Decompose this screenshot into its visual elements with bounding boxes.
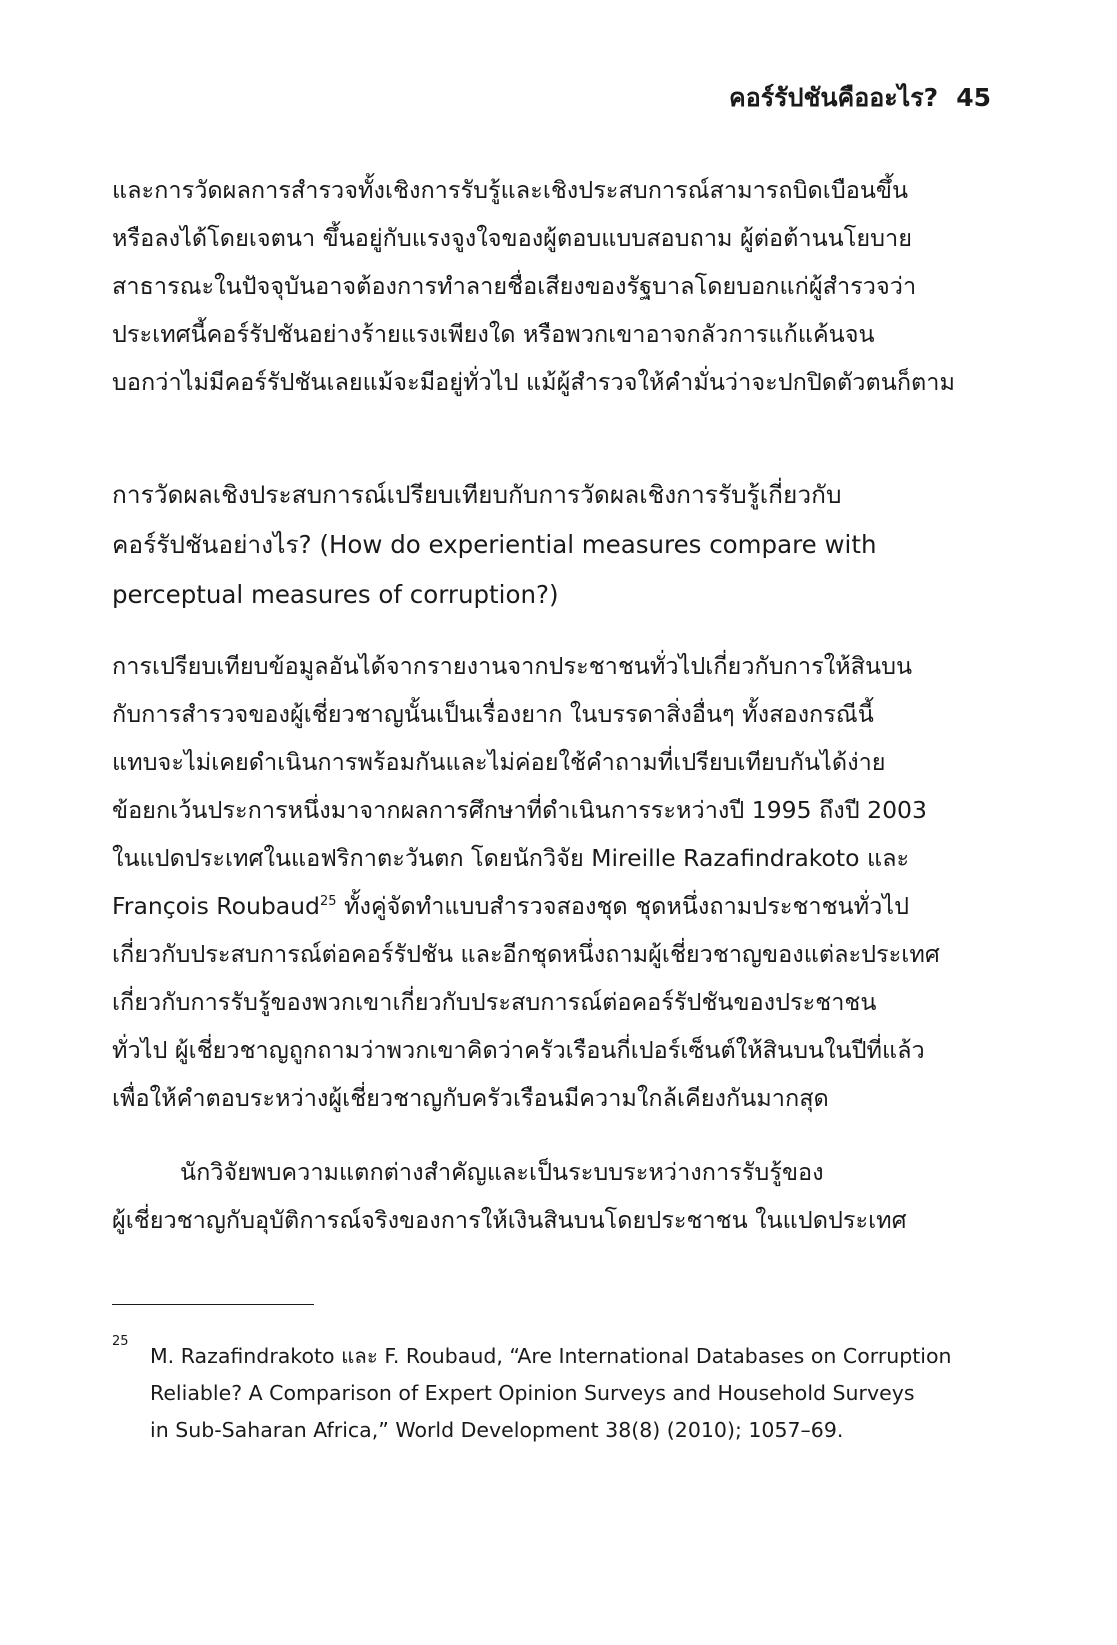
- footnote-line: M. Razafindrakoto และ F. Roubaud, “Are International Databases on Corruption: [150, 1344, 952, 1368]
- text-line: ผู้เชี่ยวชาญกับอุบัติการณ์จริงของการให้เงินสินบนโดยประชาชน ในแปดประเทศ: [112, 1206, 907, 1234]
- footnote-marker: 25: [112, 1334, 129, 1349]
- text-line: ทั่วไป ผู้เชี่ยวชาญถูกถามว่าพวกเขาคิดว่าครัวเรือนกี่เปอร์เซ็นต์ให้สินบนในปีที่แล้ว: [112, 1036, 925, 1064]
- text-line: บอกว่าไม่มีคอร์รัปชันเลยแม้จะมีอยู่ทั่วไป แม้ผู้สำรวจให้คำมั่นว่าจะปกปิดตัวตนก็ตาม: [112, 368, 955, 396]
- running-header: [729, 78, 991, 118]
- heading-line: perceptual measures of corruption?): [112, 580, 559, 609]
- page-number: 45: [956, 83, 991, 112]
- section-heading: [112, 470, 1002, 620]
- author-name: François Roubaud: [112, 892, 320, 920]
- heading-line: การวัดผลเชิงประสบการณ์เปรียบเทียบกับการวัดผลเชิงการรับรู้เกี่ยวกับ: [112, 480, 842, 509]
- text-line: ในแปดประเทศในแอฟริกาตะวันตก โดยนักวิจัย Mireille Razafindrakoto และ: [112, 844, 910, 872]
- text-line: และการวัดผลการสำรวจทั้งเชิงการรับรู้และเชิงประสบการณ์สามารถบิดเบือนขึ้น: [112, 176, 909, 204]
- text-line: แทบจะไม่เคยดำเนินการพร้อมกันและไม่ค่อยใช้คำถามที่เปรียบเทียบกันได้ง่าย: [112, 748, 886, 776]
- text-line: เกี่ยวกับประสบการณ์ต่อคอร์รัปชัน และอีกชุดหนึ่งถามผู้เชี่ยวชาญของแต่ละประเทศ: [112, 940, 940, 968]
- text-line: กับการสำรวจของผู้เชี่ยวชาญนั้นเป็นเรื่องยาก ในบรรดาสิ่งอื่นๆ ทั้งสองกรณีนี้: [112, 700, 874, 728]
- paragraph-1: [112, 166, 1002, 406]
- text-line: เพื่อให้คำตอบระหว่างผู้เชี่ยวชาญกับครัวเรือนมีความใกล้เคียงกันมากสุด: [112, 1084, 829, 1112]
- text-line: ประเทศนี้คอร์รัปชันอย่างร้ายแรงเพียงใด หรือพวกเขาอาจกลัวการแก้แค้นจน: [112, 320, 875, 348]
- chapter-title: คอร์รัปชันคืออะไร?: [728, 83, 939, 112]
- text-line: หรือลงได้โดยเจตนา ขึ้นอยู่กับแรงจูงใจของผู้ตอบแบบสอบถาม ผู้ต่อต้านนโยบาย: [112, 224, 912, 252]
- text-line-with-reference: [112, 882, 1002, 930]
- footnote-line: Reliable? A Comparison of Expert Opinion Surveys and Household Surveys: [150, 1381, 915, 1405]
- text-line: ข้อยกเว้นประการหนึ่งมาจากผลการศึกษาที่ดำเนินการระหว่างปี 1995 ถึงปี 2003: [112, 796, 927, 824]
- heading-line: คอร์รัปชันอย่างไร? (How do experiential measures compare with: [112, 530, 877, 559]
- footnote-divider: [112, 1304, 314, 1305]
- text-line: การเปรียบเทียบข้อมูลอันได้จากรายงานจากประชาชนทั่วไปเกี่ยวกับการให้สินบน: [112, 652, 913, 680]
- paragraph-2: [112, 642, 1002, 1122]
- text-line: นักวิจัยพบความแตกต่างสำคัญและเป็นระบบระหว่างการรับรู้ของ: [180, 1158, 824, 1186]
- text-fragment: ทั้งคู่จัดทำแบบสำรวจสองชุด ชุดหนึ่งถามประชาชนทั่วไป: [336, 892, 910, 920]
- footnote-text: [150, 1338, 1002, 1449]
- paragraph-3: [112, 1148, 1002, 1244]
- footnote-line: in Sub-Saharan Africa,” World Development 38(8) (2010); 1057–69.: [150, 1418, 844, 1442]
- text-line: สาธารณะในปัจจุบันอาจต้องการทำลายชื่อเสียงของรัฐบาลโดยบอกแก่ผู้สำรวจว่า: [112, 272, 917, 300]
- text-line: เกี่ยวกับการรับรู้ของพวกเขาเกี่ยวกับประสบการณ์ต่อคอร์รัปชันของประชาชน: [112, 988, 877, 1016]
- footnote-reference[interactable]: 25: [319, 894, 337, 909]
